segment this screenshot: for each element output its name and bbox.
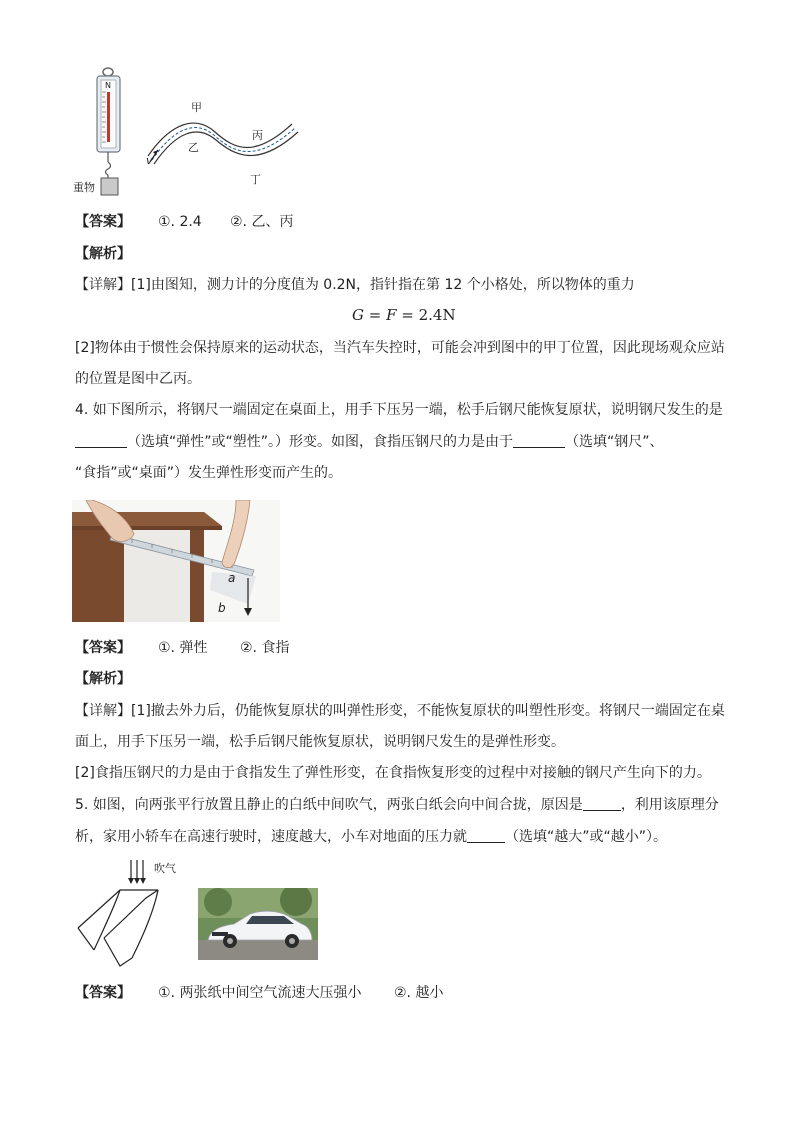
q5-blank-1 — [583, 796, 621, 811]
q3-detail-1: 【详解】[1]由图知，测力计的分度值为 0.2N，指针指在第 12 个小格处，所以物体的重力 — [75, 277, 635, 293]
q5-text-b2: （选填“越大”或“越小”）。 — [505, 829, 668, 845]
q4-detail-1a: 【详解】[1]撤去外力后，仍能恢复原状的叫弹性形变，不能恢复原状的叫塑性形变。将钢尺一端固定在桌 — [75, 703, 725, 719]
q3-answer-1: ①. 2.4 — [158, 214, 202, 230]
spring-scale-road-drawing — [70, 66, 310, 201]
q5-text-a1: 5. 如图，向两张平行放置且静止的白纸中间吹气，两张白纸会向中间合拢，原因是 — [75, 797, 583, 813]
blow-label: 吹气 — [154, 862, 176, 875]
scale-unit-label: N — [105, 81, 111, 90]
q3-detail-2b: 的位置是图中乙丙。 — [75, 371, 201, 387]
q5-answer-1: ①. 两张纸中间空气流速大压强小 — [158, 985, 362, 1001]
q4-detail-1b: 面上，用手下压另一端，松手后钢尺能恢复原状，说明钢尺发生的是弹性形变。 — [75, 734, 565, 750]
q4-blank-2 — [513, 433, 565, 448]
figure-ruler-table — [72, 500, 280, 622]
formula-f: F — [386, 306, 397, 324]
q5-text-b1: 析，家用小轿车在高速行驶时，速度越大，小车对地面的压力就 — [75, 829, 467, 845]
q5-text-a2: ，利用该原理分 — [620, 797, 719, 813]
label-ding: 丁 — [250, 173, 261, 186]
label-a: a — [228, 571, 236, 585]
q4-analysis-tag: 【解析】 — [75, 671, 131, 687]
formula-eq2: = 2.4N — [396, 306, 456, 324]
figure-spring-scale-road — [70, 66, 310, 201]
velocity-label: v — [146, 154, 153, 167]
answer-tag: 【答案】 — [75, 214, 131, 230]
q4-text-a: 4. 如下图所示，将钢尺一端固定在桌面上，用手下压另一端，松手后钢尺能恢复原状，说明钢尺发生的是 — [75, 402, 723, 418]
q5-answer-tag: 【答案】 — [75, 985, 131, 1001]
label-yi: 乙 — [188, 141, 199, 154]
car-photo-drawing — [198, 888, 318, 960]
q4-answer-tag: 【答案】 — [75, 640, 131, 656]
q3-answer-row — [75, 212, 131, 232]
q4-blank-1 — [75, 433, 127, 448]
formula-g: G — [352, 306, 364, 324]
q4-text-b1: （选填“弹性”或“塑性”。）形变。如图，食指压钢尺的力是由于 — [127, 434, 514, 450]
q4-text-b — [75, 432, 664, 452]
formula-eq1: = — [363, 306, 387, 324]
q3-formula — [352, 305, 456, 325]
q5-blank-2 — [467, 828, 505, 843]
q5-answer-2: ②. 越小 — [394, 985, 444, 1001]
figure-blowing-papers — [74, 858, 184, 970]
ruler-table-drawing — [72, 500, 280, 622]
blowing-papers-drawing — [74, 858, 184, 970]
q4-answer-2: ②. 食指 — [240, 640, 290, 656]
q5-text-a — [75, 795, 719, 815]
label-bing: 丙 — [252, 129, 263, 142]
q4-text-c: “食指”或“桌面”）发生弹性形变而产生的。 — [75, 465, 343, 481]
q4-detail-2: [2]食指压钢尺的力是由于食指发生了弹性形变，在食指恢复形变的过程中对接触的钢尺产生向下的力。 — [75, 765, 711, 781]
q4-answer-1: ①. 弹性 — [158, 640, 208, 656]
q3-detail-2a: [2]物体由于惯性会保持原来的运动状态，当汽车失控时，可能会冲到图中的甲丁位置，因此现场观众应站 — [75, 340, 725, 356]
weight-label: 重物 — [73, 181, 95, 194]
q3-analysis-tag: 【解析】 — [75, 246, 131, 262]
label-jia: 甲 — [191, 101, 202, 114]
q4-text-b2: （选填“钢尺”、 — [565, 434, 664, 450]
label-b: b — [218, 601, 226, 615]
figure-car-photo — [198, 888, 318, 960]
q5-text-b — [75, 827, 667, 847]
q3-answer-2: ②. 乙、丙 — [230, 214, 294, 230]
